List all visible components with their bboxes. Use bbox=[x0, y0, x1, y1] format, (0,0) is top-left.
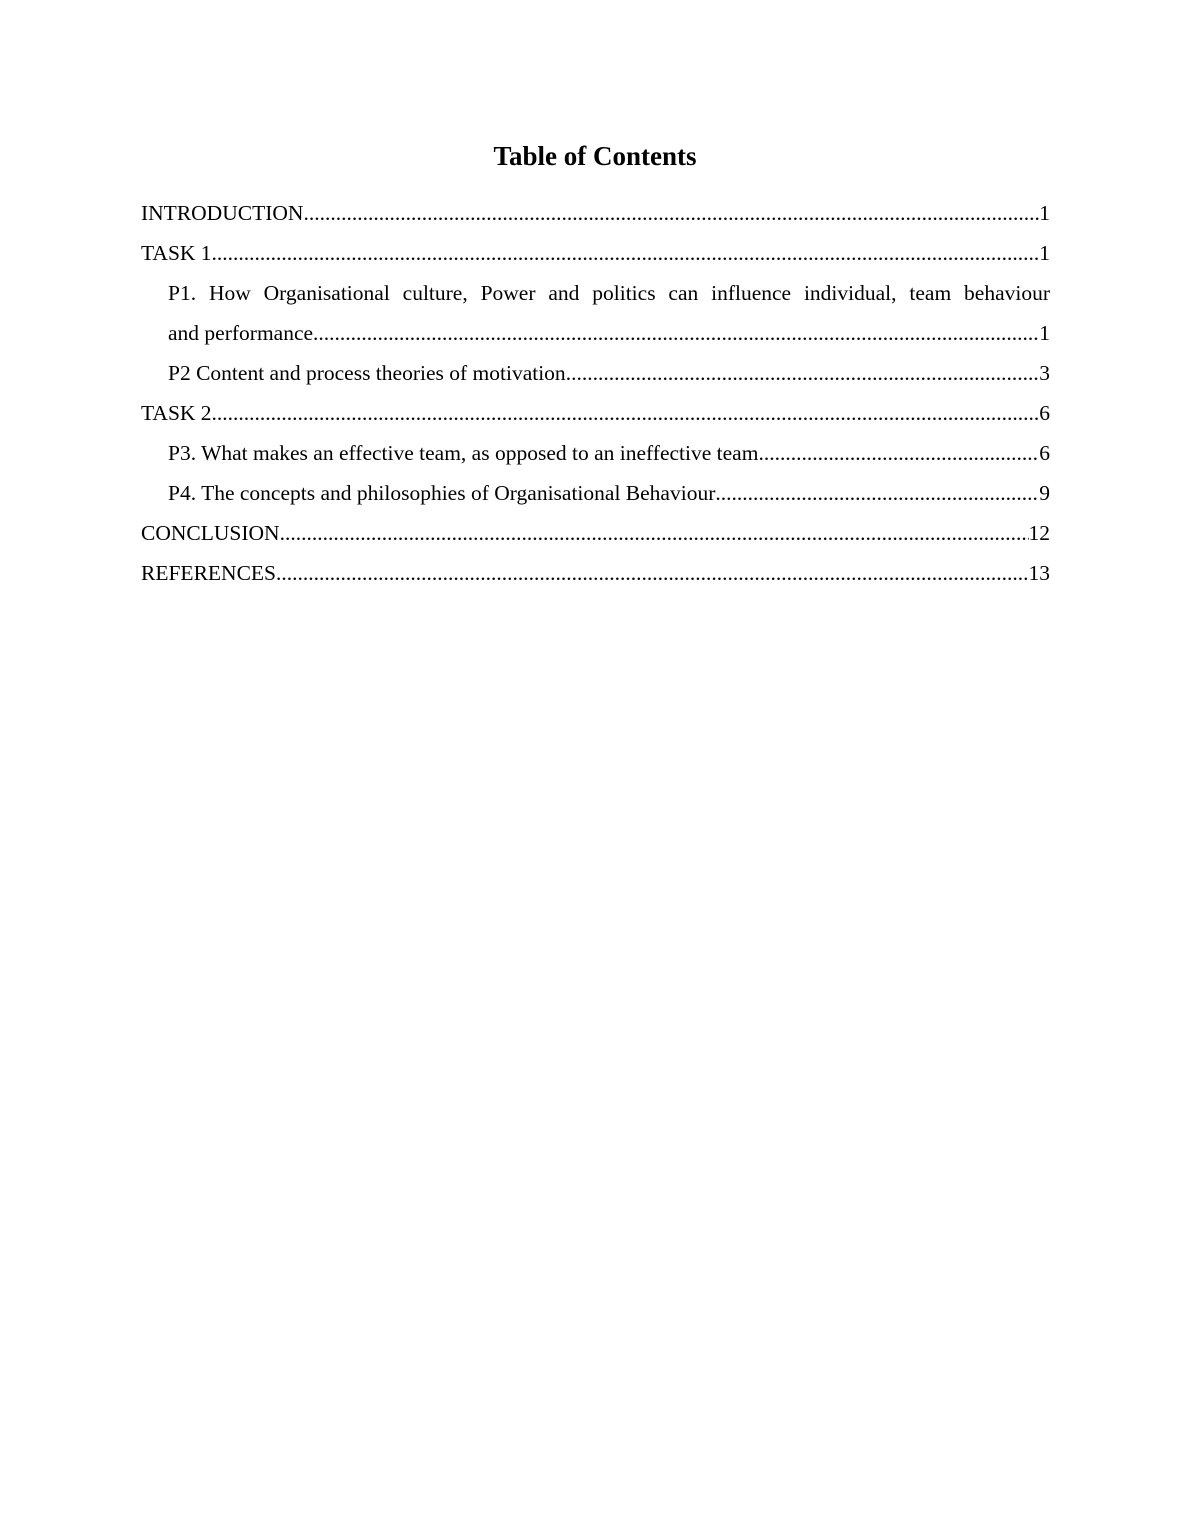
toc-page-number: 1 bbox=[1039, 201, 1050, 225]
toc-entry-label: CONCLUSION bbox=[141, 521, 280, 545]
toc-entry-label: P2 Content and process theories of motivation bbox=[168, 361, 566, 385]
toc-entry-p3[interactable] bbox=[168, 433, 1050, 473]
toc-entry-references[interactable] bbox=[141, 553, 1050, 593]
toc-page-number: 1 bbox=[1039, 321, 1050, 345]
toc-entry-p1[interactable] bbox=[168, 273, 1050, 353]
toc-entry-label: P3. What makes an effective team, as opposed to an ineffective team bbox=[168, 441, 759, 465]
toc-leader-dots bbox=[758, 433, 1039, 473]
table-of-contents bbox=[141, 193, 1050, 593]
toc-entry-label: TASK 1 bbox=[141, 241, 212, 265]
toc-page-number: 3 bbox=[1039, 361, 1050, 385]
toc-leader-dots bbox=[276, 553, 1029, 593]
toc-page-number: 1 bbox=[1039, 241, 1050, 265]
toc-page-number: 6 bbox=[1039, 441, 1050, 465]
toc-entry-task-2[interactable] bbox=[141, 393, 1050, 433]
toc-leader-dots bbox=[212, 393, 1040, 433]
toc-leader-dots bbox=[566, 353, 1040, 393]
toc-page-number: 6 bbox=[1039, 401, 1050, 425]
toc-entry-label: REFERENCES bbox=[141, 561, 276, 585]
toc-page-number: 9 bbox=[1039, 481, 1050, 505]
toc-leader-dots bbox=[280, 513, 1029, 553]
toc-page-number: 13 bbox=[1028, 561, 1050, 585]
toc-leader-dots bbox=[212, 233, 1040, 273]
toc-entry-p2[interactable] bbox=[168, 353, 1050, 393]
toc-entry-p4[interactable] bbox=[168, 473, 1050, 513]
toc-leader-dots bbox=[313, 313, 1039, 353]
toc-entry-label-line1: P1. How Organisational culture, Power and politics can influence individual, team behaviour bbox=[168, 281, 1050, 305]
toc-entry-label: and performance bbox=[168, 321, 314, 345]
toc-page-number: 12 bbox=[1028, 521, 1050, 545]
toc-entry-introduction[interactable] bbox=[141, 193, 1050, 233]
toc-leader-dots bbox=[715, 473, 1039, 513]
toc-leader-dots bbox=[303, 193, 1039, 233]
toc-entry-label: P4. The concepts and philosophies of Organisational Behaviour bbox=[168, 481, 716, 505]
toc-entry-conclusion[interactable] bbox=[141, 513, 1050, 553]
toc-title: Table of Contents bbox=[493, 141, 697, 171]
toc-entry-label: INTRODUCTION bbox=[141, 201, 304, 225]
toc-entry-task-1[interactable] bbox=[141, 233, 1050, 273]
toc-entry-label: TASK 2 bbox=[141, 401, 212, 425]
